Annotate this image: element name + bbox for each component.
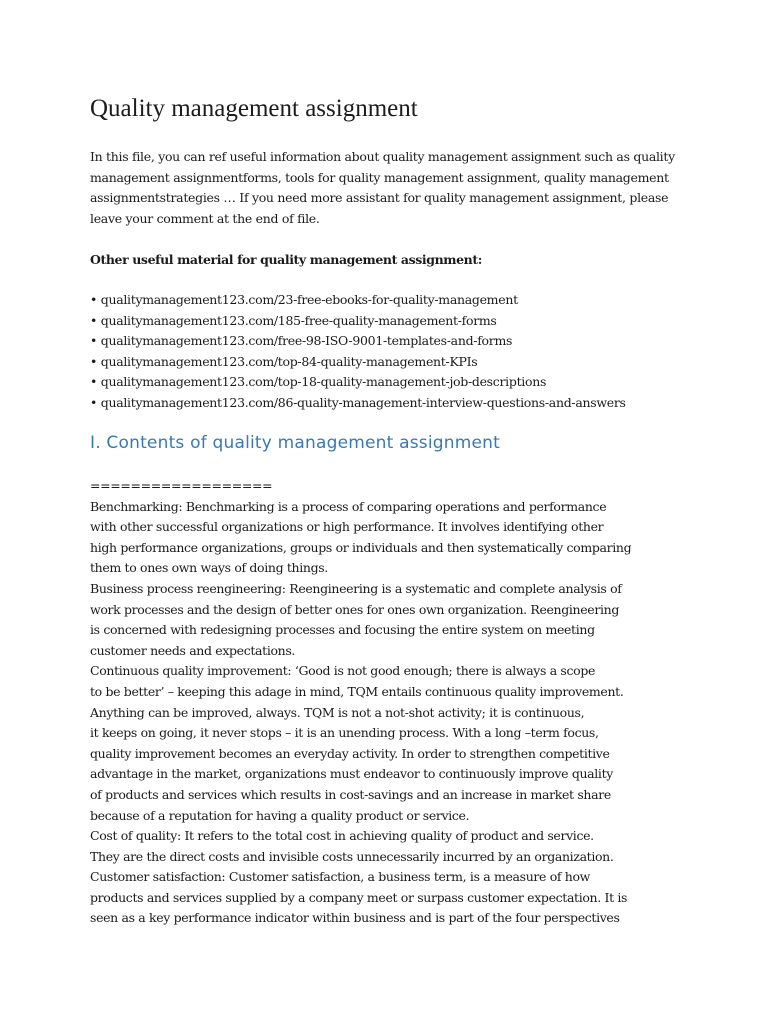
- intro-paragraph: [90, 147, 690, 229]
- resource-link[interactable]: • qualitymanagement123.com/23-free-ebooks-for-quality-management: [90, 292, 518, 307]
- document-title: Quality management assignment: [90, 95, 418, 122]
- intro-line: management assignmentforms, tools for quality management assignment, quality management: [90, 169, 669, 185]
- body-line: Business process reengineering: Reengineering is a systematic and complete analysis of: [90, 580, 622, 596]
- body-line: high performance organizations, groups or individuals and then systematically comparing: [90, 539, 632, 555]
- body-line: of products and services which results in cost-savings and an increase in market share: [90, 786, 611, 802]
- body-line: products and services supplied by a company meet or surpass customer expectation. It is: [90, 889, 628, 905]
- body-line: seen as a key performance indicator within business and is part of the four perspectives: [90, 910, 620, 926]
- intro-line: leave your comment at the end of file.: [90, 210, 320, 226]
- body-line: Anything can be improved, always. TQM is not a not-shot activity; it is continuous,: [90, 704, 585, 720]
- resource-link-list: [90, 290, 626, 414]
- body-line: quality improvement becomes an everyday activity. In order to strengthen competitive: [90, 745, 610, 761]
- body-line: with other successful organizations or high performance. It involves identifying other: [90, 519, 604, 535]
- resource-link[interactable]: • qualitymanagement123.com/86-quality-management-interview-questions-and-answers: [90, 394, 626, 410]
- body-line: They are the direct costs and invisible costs unnecessarily incurred by an organization.: [90, 848, 614, 864]
- body-line: work processes and the design of better ones for ones own organization. Reengineering: [90, 601, 619, 617]
- body-line: to be better’ – keeping this adage in mind, TQM entails continuous quality improvement.: [90, 683, 624, 699]
- body-line: Cost of quality: It refers to the total cost in achieving quality of product and service.: [90, 828, 594, 844]
- body-line: it keeps on going, it never stops – it is an unending process. With a long –term focus,: [90, 725, 599, 741]
- body-line: is concerned with redesigning processes and focusing the entire system on meeting: [90, 622, 595, 638]
- section-body: [90, 476, 710, 929]
- intro-line: In this file, you can ref useful information about quality management assignment such as quality: [90, 149, 675, 164]
- resource-link[interactable]: • qualitymanagement123.com/top-84-quality-management-KPIs: [90, 353, 478, 369]
- resource-link[interactable]: • qualitymanagement123.com/top-18-quality-management-job-descriptions: [90, 374, 547, 390]
- other-material-heading: Other useful material for quality management assignment:: [90, 252, 482, 267]
- body-line: them to ones own ways of doing things.: [90, 560, 328, 576]
- body-line: advantage in the market, organizations must endeavor to continuously improve quality: [90, 766, 613, 782]
- intro-line: assignmentstrategies … If you need more assistant for quality management assignment, please: [90, 190, 669, 206]
- resource-link[interactable]: • qualitymanagement123.com/185-free-quality-management-forms: [90, 312, 497, 328]
- body-line: because of a reputation for having a quality product or service.: [90, 807, 470, 823]
- body-line: Benchmarking: Benchmarking is a process of comparing operations and performance: [90, 498, 607, 514]
- section-heading: I. Contents of quality management assignment: [90, 433, 501, 453]
- body-line: ==================: [90, 478, 273, 493]
- body-line: Customer satisfaction: Customer satisfaction, a business term, is a measure of how: [90, 869, 591, 885]
- body-line: customer needs and expectations.: [90, 642, 296, 658]
- body-line: Continuous quality improvement: ‘Good is not good enough; there is always a scope: [90, 663, 596, 679]
- resource-link[interactable]: • qualitymanagement123.com/free-98-ISO-9001-templates-and-forms: [90, 333, 513, 349]
